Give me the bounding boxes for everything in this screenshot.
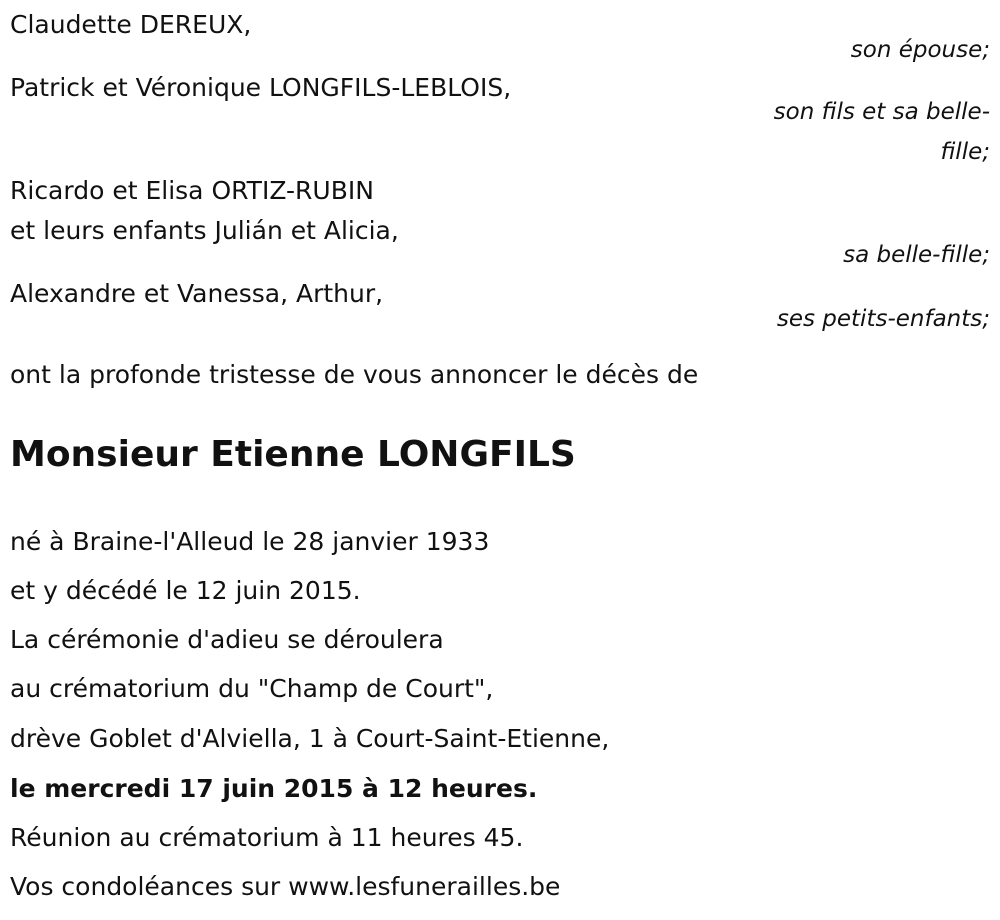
detail-line: Réunion au crématorium à 11 heures 45.: [10, 823, 524, 852]
detail-line: La cérémonie d'adieu se déroulera: [10, 625, 444, 654]
family-name-line: Patrick et Véronique LONGFILS-LEBLOIS,: [10, 73, 512, 102]
detail-line: né à Braine-l'Alleud le 28 janvier 1933: [10, 527, 490, 556]
detail-line: au crématorium du "Champ de Court",: [10, 674, 494, 703]
family-name-line: Ricardo et Elisa ORTIZ-RUBIN: [10, 176, 374, 205]
detail-line: drève Goblet d'Alviella, 1 à Court-Saint-Etienne,: [10, 724, 610, 753]
family-role-line: son fils et sa belle-: [773, 99, 990, 125]
ceremony-datetime: le mercredi 17 juin 2015 à 12 heures.: [10, 774, 538, 803]
family-role-line: son épouse;: [850, 37, 990, 63]
condolences-line: Vos condoléances sur www.lesfunerailles.be: [10, 872, 561, 901]
detail-line: et y décédé le 12 juin 2015.: [10, 576, 361, 605]
family-name-line: Alexandre et Vanessa, Arthur,: [10, 279, 384, 308]
deceased-name: Monsieur Etienne LONGFILS: [10, 434, 576, 475]
family-name-line: Claudette DEREUX,: [10, 10, 252, 39]
family-role-line: sa belle-fille;: [843, 242, 990, 268]
family-name-line: et leurs enfants Julián et Alicia,: [10, 216, 399, 245]
family-role-line: fille;: [940, 139, 990, 165]
announcement-text: ont la profonde tristesse de vous annoncer le décès de: [10, 360, 699, 389]
family-role-line: ses petits-enfants;: [776, 306, 990, 332]
